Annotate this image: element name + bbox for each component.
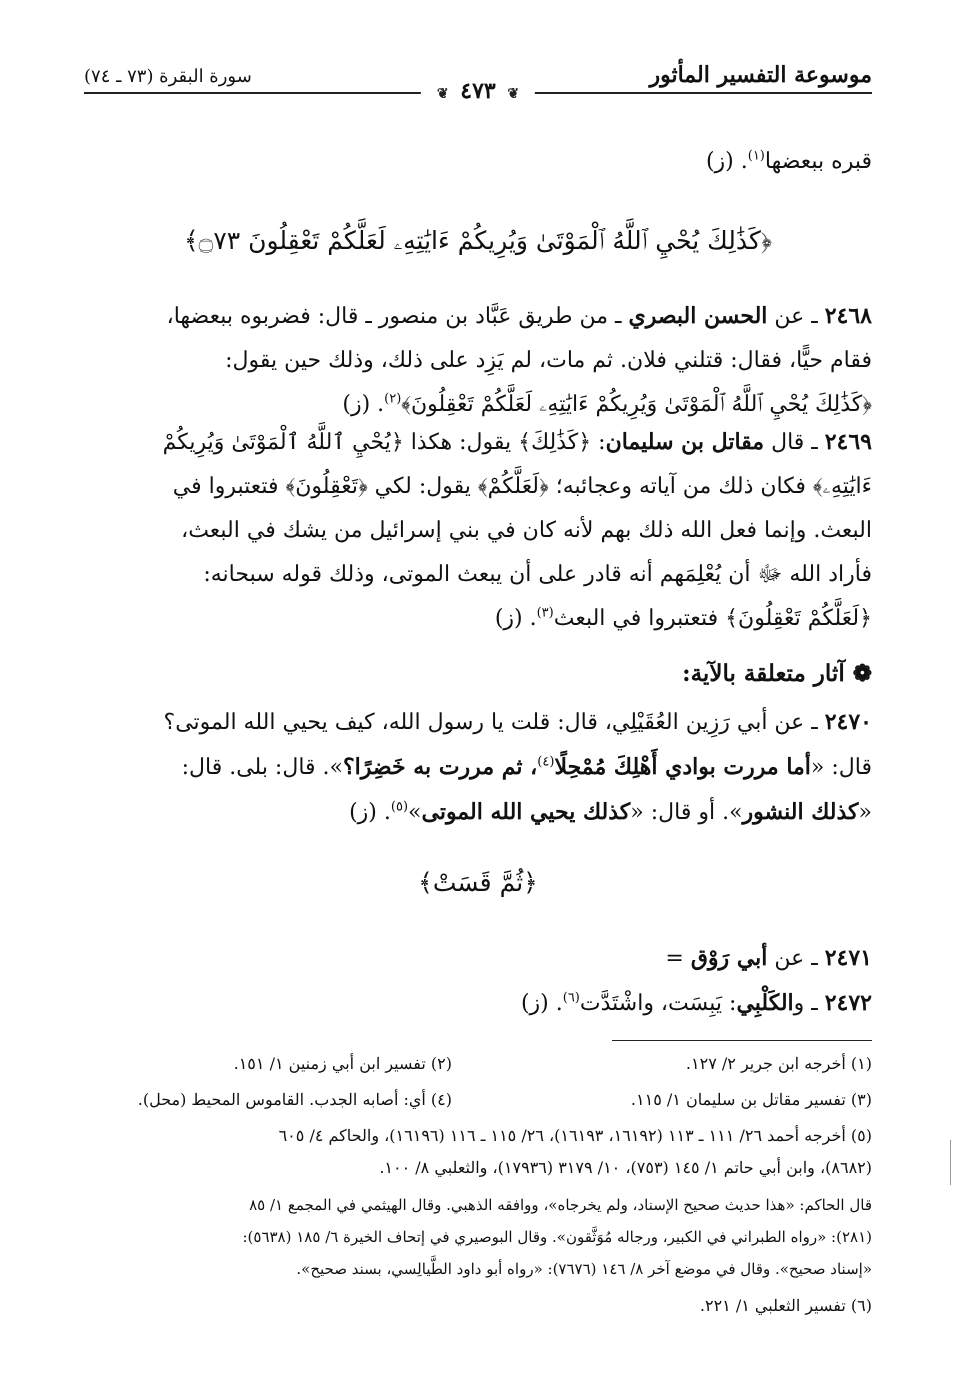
- footnote-row: [84, 1054, 872, 1084]
- narration-line: [84, 936, 872, 981]
- footnote-1: (١) أخرجه ابن جرير ٢/ ١٢٧.: [685, 1054, 872, 1073]
- footnote-5-line: (٢٨١): «رواه الطبراني في الكبير، ورجاله مُوَثَّقون». وقال البوصيري في إتحاف الخيرة ٦/ ١٨٥ (٥٦٣٨):: [242, 1228, 872, 1246]
- narration-text: ﴿لَعَلَّكُمْ تَعْقِلُونَ﴾ فتعتبروا في البعث: [553, 606, 872, 631]
- hadith-text: أما مررت بوادي أَهْلِكَ مُمْحِلًا: [554, 754, 811, 780]
- footnote-ref[interactable]: (١): [747, 148, 765, 164]
- footnote-5-line: «إسناد صحيح». وقال في موضع آخر ٨/ ١٤٦ (٧٦٧٦): «رواه أبو داود الطَّيالِسي، بسند صحيح».: [296, 1260, 872, 1278]
- narration-2469: [84, 420, 872, 641]
- narration-text: «: [858, 800, 872, 825]
- narration-text: قال: «: [810, 755, 872, 780]
- narration-line: ءَايَٰتِهِۦ﴾ فكان ذلك من آياته وعجائبه؛ ﴿لَعَلَّكُمْ﴾ يقول: لكي ﴿تَعْقِلُونَ﴾ فتعتبروا في: [172, 474, 872, 499]
- narration-2468: [84, 294, 872, 427]
- book-title: موسوعة التفسير المأثور: [649, 62, 872, 88]
- surah-reference: سورة البقرة (٧٣ ـ ٧٤): [84, 66, 252, 87]
- narration-text: =: [665, 946, 691, 971]
- narration-2471-2472: [84, 936, 872, 1026]
- hadith-text: كذلك يحيي الله الموتى: [421, 799, 631, 825]
- source-code: . (ز): [705, 149, 748, 174]
- narration-number: ٢٤٦٨: [824, 303, 872, 329]
- narration-number: ٢٤٧٢: [824, 990, 872, 1016]
- scan-margin-mark: [950, 1155, 951, 1185]
- narration-text: ـ قال: [764, 430, 825, 455]
- footnote-ref[interactable]: (٦): [562, 990, 580, 1006]
- narration-line: [84, 790, 872, 835]
- footnote-3: (٣) تفسير مقاتل بن سليمان ١/ ١١٥.: [630, 1090, 872, 1109]
- narration-line: فقام حيًّا، فقال: قتلني فلان. ثم مات، لم يَزِد على ذلك، وذلك حين يقول:: [225, 348, 872, 373]
- narration-text: ». أو قال: «: [630, 800, 743, 825]
- narration-2470: [84, 700, 872, 835]
- narration-text: : ﴿كَذَٰلِكَ﴾ يقول: هكذا ﴿يُحْيِ ٱللَّهُ ٱلْمَوْتَىٰ وَيُرِيكُمْ: [162, 430, 606, 455]
- narration-line: [84, 597, 872, 641]
- narration-number: ٢٤٦٩: [824, 429, 872, 455]
- source-code: . (ز): [349, 800, 391, 825]
- narration-number: ٢٤٧٠: [824, 709, 872, 735]
- ornament-icon: ❦: [507, 86, 520, 102]
- narration-text: : يَبِسَت، واشْتَدَّت: [579, 991, 737, 1016]
- hadith-text: ، ثم مررت به خَضِرًا؟: [343, 754, 538, 780]
- narrator-name: مقاتل بن سليمان: [605, 429, 765, 455]
- narrator-name: الحسن البصري: [628, 303, 768, 329]
- narration-text: ـ عن: [767, 946, 825, 971]
- footnote-4: (٤) أي: أصابه الجدب. القاموس المحيط (محل).: [137, 1090, 452, 1109]
- narration-text: ـ عن: [767, 304, 825, 329]
- narrator-name: أبي رَوْق: [690, 945, 768, 971]
- footnote-5-line: (٥) أخرجه أحمد ٢٦/ ١١١ ـ ١١٣ (١٦١٩٢، ١٦١٩٣)، ٢٦/ ١١٥ ـ ١١٦ (١٦١٩٦)، والحاكم ٤/ ٦٠٥: [278, 1126, 872, 1145]
- footnote-ref[interactable]: (٣): [536, 605, 554, 621]
- narration-text: ـ و: [793, 991, 825, 1016]
- source-code: . (ز): [342, 392, 385, 417]
- footnote-5-line: (٨٦٨٢)، وابن أبي حاتم ١/ ١٤٥ (٧٥٣)، ١٠/ ٣١٧٩ (١٧٩٣٦)، والثعلبي ٨/ ١٠٠.: [379, 1158, 872, 1177]
- narration-line: [84, 420, 872, 465]
- page-number: ٤٧٣: [460, 78, 496, 104]
- source-code: . (ز): [494, 606, 537, 631]
- narration-line: [84, 981, 872, 1026]
- narration-number: ٢٤٧١: [824, 945, 872, 971]
- opening-text: قبره ببعضها: [764, 149, 872, 174]
- footnote-ref[interactable]: (٢): [384, 391, 402, 407]
- narration-text: ». قال: بلى. قال:: [181, 755, 343, 780]
- footnote-5-line: قال الحاكم: «هذا حديث صحيح الإسناد، ولم يخرجاه»، ووافقه الذهبي. وقال الهيثمي في المجمع ١/ ٨٥: [249, 1196, 872, 1214]
- narration-text: ـ عن أبي رَزِين العُقَيْلِي، قال: قلت يا رسول الله، كيف يحيي الله الموتى؟: [163, 710, 825, 735]
- narration-line: البعث. وإنما فعل الله ذلك بهم لأنه كان في بني إسرائيل من يشك في البعث،: [181, 518, 872, 543]
- footnote-separator: [612, 1040, 872, 1041]
- footnote-row: [84, 1090, 872, 1120]
- source-code: . (ز): [520, 991, 563, 1016]
- narrator-name: الكَلْبِي: [736, 990, 794, 1016]
- narration-line: فأراد الله ﷻ أن يُعْلِمَهم أنه قادر على أن يبعث الموتى، وذلك قوله سبحانه:: [203, 562, 872, 587]
- ornament-icon: ❦: [436, 86, 449, 102]
- footnote-6: (٦) تفسير الثعلبي ١/ ٢٢١.: [699, 1296, 872, 1315]
- narration-line: [84, 700, 872, 745]
- quran-verse-73: ﴿كَذَٰلِكَ يُحْيِ ٱللَّهُ ٱلْمَوْتَىٰ وَيُرِيكُمْ ءَايَٰتِهِۦ لَعَلَّكُمْ تَعْقِلُونَ ۝٧٣﴾: [184, 226, 772, 255]
- footnote-2: (٢) تفسير ابن أبي زمنين ١/ ١٥١.: [233, 1054, 452, 1073]
- hadith-text: كذلك النشور: [742, 799, 859, 825]
- narration-text: ـ من طريق عَبَّاد بن منصور ـ قال: فضربوه ببعضها،: [166, 304, 629, 329]
- footnote-ref[interactable]: (٤): [537, 754, 555, 770]
- section-heading: ❁ آثار متعلقة بالآية:: [682, 660, 872, 687]
- page-header: [84, 60, 872, 104]
- quran-quote: ﴿كَذَٰلِكَ يُحْيِ ٱللَّهُ ٱلْمَوْتَىٰ وَيُرِيكُمْ ءَايَٰتِهِۦ لَعَلَّكُمْ تَعْقِلُونَ﴾: [401, 392, 872, 417]
- narration-line: [84, 745, 872, 790]
- narration-line: [84, 294, 872, 339]
- opening-line: [84, 140, 872, 184]
- page-number-block: [421, 78, 535, 104]
- footnote-ref[interactable]: (٥): [390, 799, 409, 815]
- narration-text: »: [408, 800, 422, 825]
- quran-verse-74-fragment: ﴿ثُمَّ قَسَتْ﴾: [418, 868, 538, 897]
